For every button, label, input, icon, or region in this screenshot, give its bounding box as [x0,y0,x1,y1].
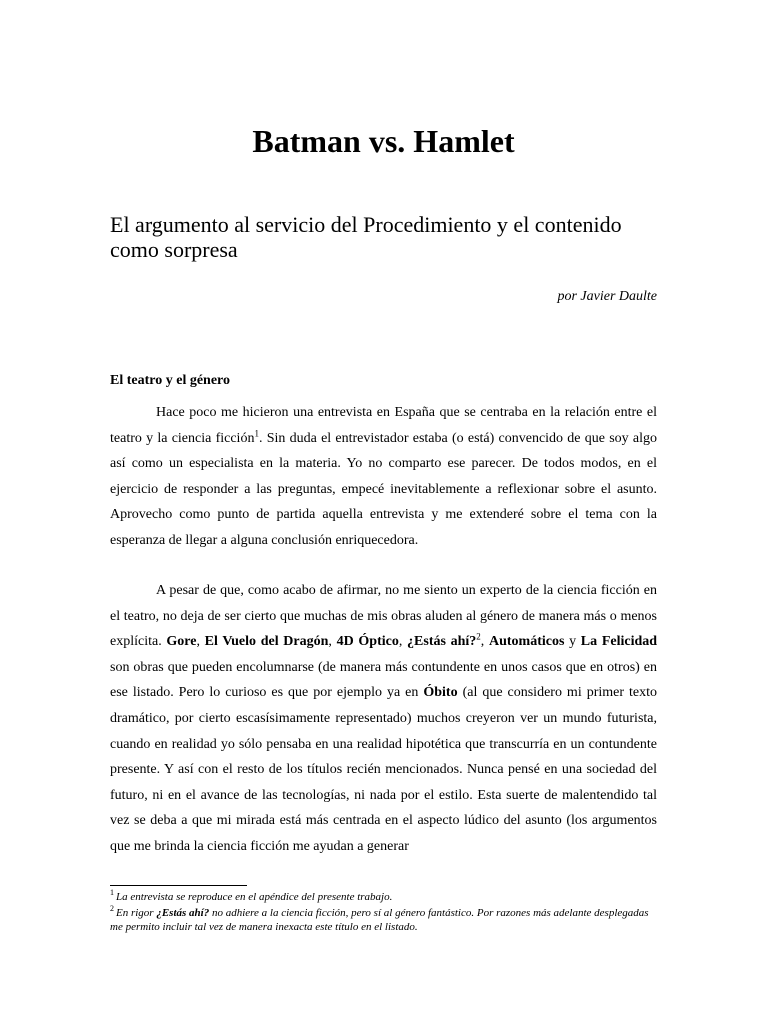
document-subtitle: El argumento al servicio del Procedimiento y el contenido como sorpresa [110,212,622,262]
footnote-2-work-title: ¿Estás ahí? [156,907,210,919]
work-title-obito: Óbito [423,685,458,701]
work-title-vuelo-dragon: El Vuelo del Dragón [204,634,329,650]
footnote-1 [110,890,657,904]
paragraph-2-text-a: A pesar de que, como acabo de afirmar, no me siento un experto de la ciencia ficción en el teatro, no deja de ser cierto que muchas de mis obras aluden al género de manera más o menos explícita. [110,583,657,650]
paragraph-2-text-c: (al que considero mi primer texto dramático, por cierto escasísimamente representado) muchos creyeron ver un mundo futurista, cuando en realidad yo sólo pensaba en una realidad hipotética que transcurría en un contundente presente. Y así con el resto de los títulos recién mencionados. Nunca pensé en una sociedad del futuro, ni en el avance de las tecnologías, ni nada por el estilo. Esta suerte de malentendido tal vez se deba a que mi mirada está más centrada en el aspecto lúdico del asunto (los argumentos que me brinda la ciencia ficción me ayudan a generar [110,685,657,854]
footnote-divider [110,885,247,886]
separator: , [328,634,337,650]
separator: , [196,634,205,650]
footnote-1-text: La entrevista se reproduce en el apéndice del presente trabajo. [116,891,393,903]
footnote-ref-1[interactable]: 1 [254,427,259,438]
work-title-4d-optico: 4D Óptico [336,634,399,650]
document-title: Batman vs. Hamlet [252,123,515,159]
footnote-2 [110,906,657,934]
work-title-la-felicidad: La Felicidad [580,634,657,650]
footnote-number: 2 [110,904,114,914]
paragraph-1-text-b: . Sin duda el entrevistador estaba (o está) convencido de que soy algo así como un especialista en la materia. Yo no comparto ese parecer. De todos modos, en el ejercicio de responder a las preguntas, empecé inevitablemente a reflexionar sobre el asunto. Aprovecho como punto de partida aquella entrevista y me extenderé sobre el tema con la esperanza de llegar a alguna conclusión enriquecedora. [110,430,658,548]
work-title-estas-ahi: ¿Estás ahí? [407,634,477,650]
footnote-2-text-b: no adhiere a la ciencia ficción, pero sí al género fantástico. Por razones más adelante desplegadas me permito incluir tal vez de manera inexacta este título en el listado. [110,907,649,933]
paragraph-2 [110,578,657,866]
footnote-ref-2[interactable]: 2 [476,631,481,642]
footnote-2-text-a: En rigor [116,907,157,919]
separator: y [564,634,581,650]
section-heading: El teatro y el género [110,373,231,388]
paragraph-1-text-a: Hace poco me hicieron una entrevista en España que se centraba en la relación entre el teatro y la ciencia ficción [110,405,657,446]
author-byline: por Javier Daulte [557,289,657,304]
footnote-number: 1 [110,888,114,898]
separator: , [398,634,408,650]
work-title-gore: Gore [166,634,197,650]
paragraph-1 [110,400,657,554]
work-title-automaticos: Automáticos [488,634,565,650]
paragraph-2-text-b: son obras que pueden encolumnarse (de manera más contundente en unos casos que en otros) en ese listado. Pero lo curioso es que por ejemplo ya en [110,659,657,701]
separator: , [480,634,489,650]
